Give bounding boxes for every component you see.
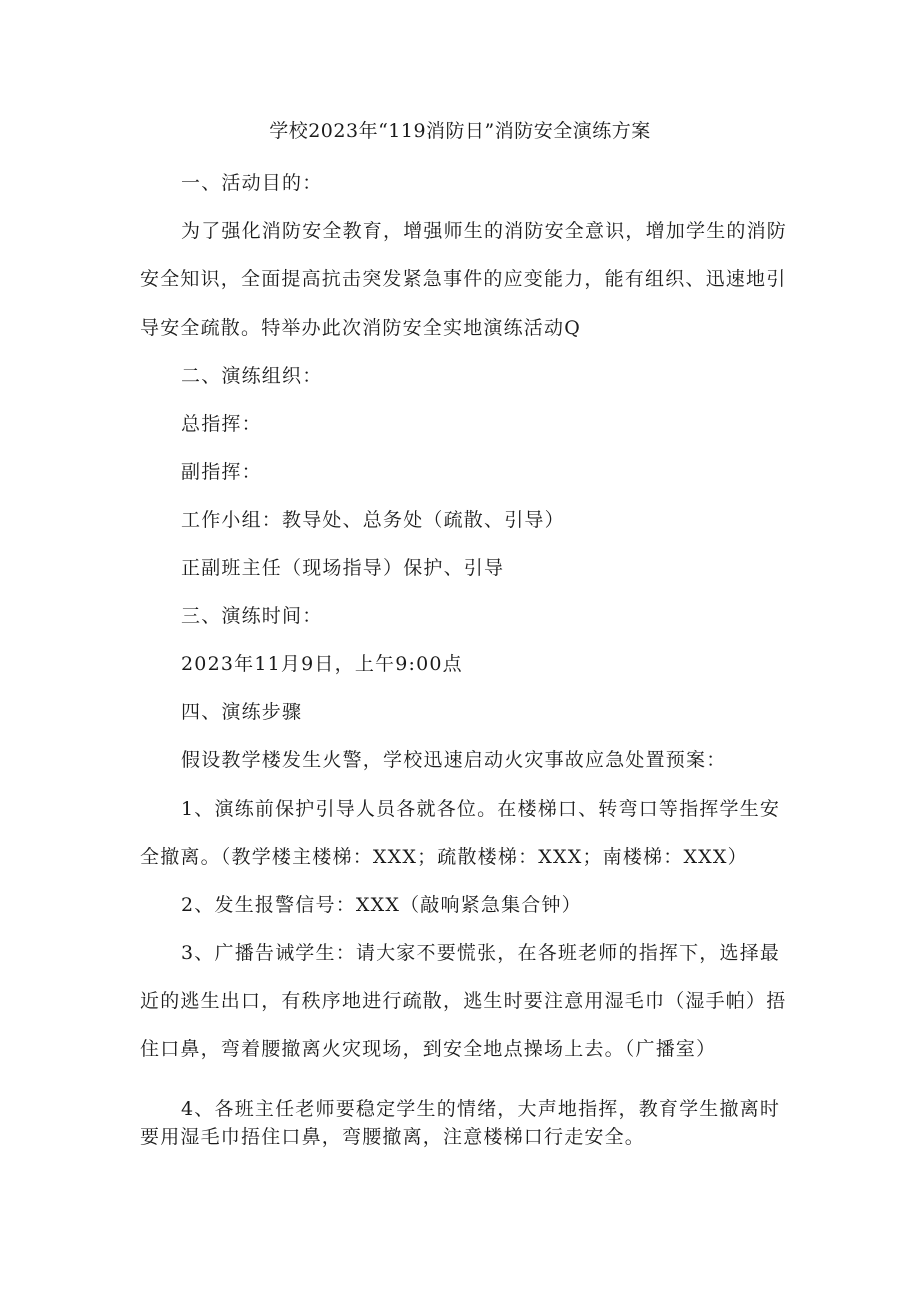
paragraph-line: 副指挥： bbox=[181, 461, 262, 483]
paragraph-line: 2023年11月9日，上午9:00点 bbox=[181, 653, 463, 675]
section-heading-steps: 四、演练步骤 bbox=[181, 701, 303, 723]
paragraph-line: 住口鼻，弯着腰撤离火灾现场，到安全地点操场上去。（广播室） bbox=[140, 1038, 717, 1060]
paragraph-line: 近的逃生出口，有秩序地进行疏散，逃生时要注意用湿毛巾（湿手帕）捂 bbox=[140, 990, 787, 1012]
paragraph-line: 1、演练前保护引导人员各就各位。在楼梯口、转弯口等指挥学生安 bbox=[181, 798, 781, 820]
paragraph-line: 安全知识，全面提高抗击突发紧急事件的应变能力，能有组织、迅速地引 bbox=[140, 268, 787, 290]
paragraph-line: 2、发生报警信号：XXX（敲响紧急集合钟） bbox=[181, 894, 582, 916]
paragraph-line: 要用湿毛巾捂住口鼻，弯腰撤离，注意楼梯口行走安全。 bbox=[140, 1126, 646, 1148]
document-title: 学校2023年“119消防日”消防安全演练方案 bbox=[269, 120, 651, 142]
section-heading-time: 三、演练时间： bbox=[181, 605, 323, 627]
paragraph-line: 4、各班主任老师要稳定学生的情绪，大声地指挥，教育学生撤离时 bbox=[181, 1098, 781, 1120]
paragraph-line: 全撤离。（教学楼主楼梯：XXX；疏散楼梯：XXX；南楼梯：XXX） bbox=[140, 846, 748, 868]
paragraph-line: 3、广播告诫学生：请大家不要慌张，在各班老师的指挥下，选择最 bbox=[181, 942, 781, 964]
paragraph-line: 导安全疏散。特举办此次消防安全实地演练活动Q bbox=[140, 317, 581, 339]
paragraph-line: 总指挥： bbox=[181, 413, 262, 435]
paragraph-line: 正副班主任（现场指导）保护、引导 bbox=[181, 557, 505, 579]
section-heading-organization: 二、演练组织： bbox=[181, 365, 323, 387]
paragraph-line: 假设教学楼发生火警，学校迅速启动火灾事故应急处置预案： bbox=[181, 749, 727, 771]
paragraph-line: 为了强化消防安全教育，增强师生的消防安全意识，增加学生的消防 bbox=[181, 220, 788, 242]
paragraph-line: 工作小组：教导处、总务处（疏散、引导） bbox=[181, 509, 565, 531]
section-heading-purpose: 一、活动目的： bbox=[181, 172, 323, 194]
